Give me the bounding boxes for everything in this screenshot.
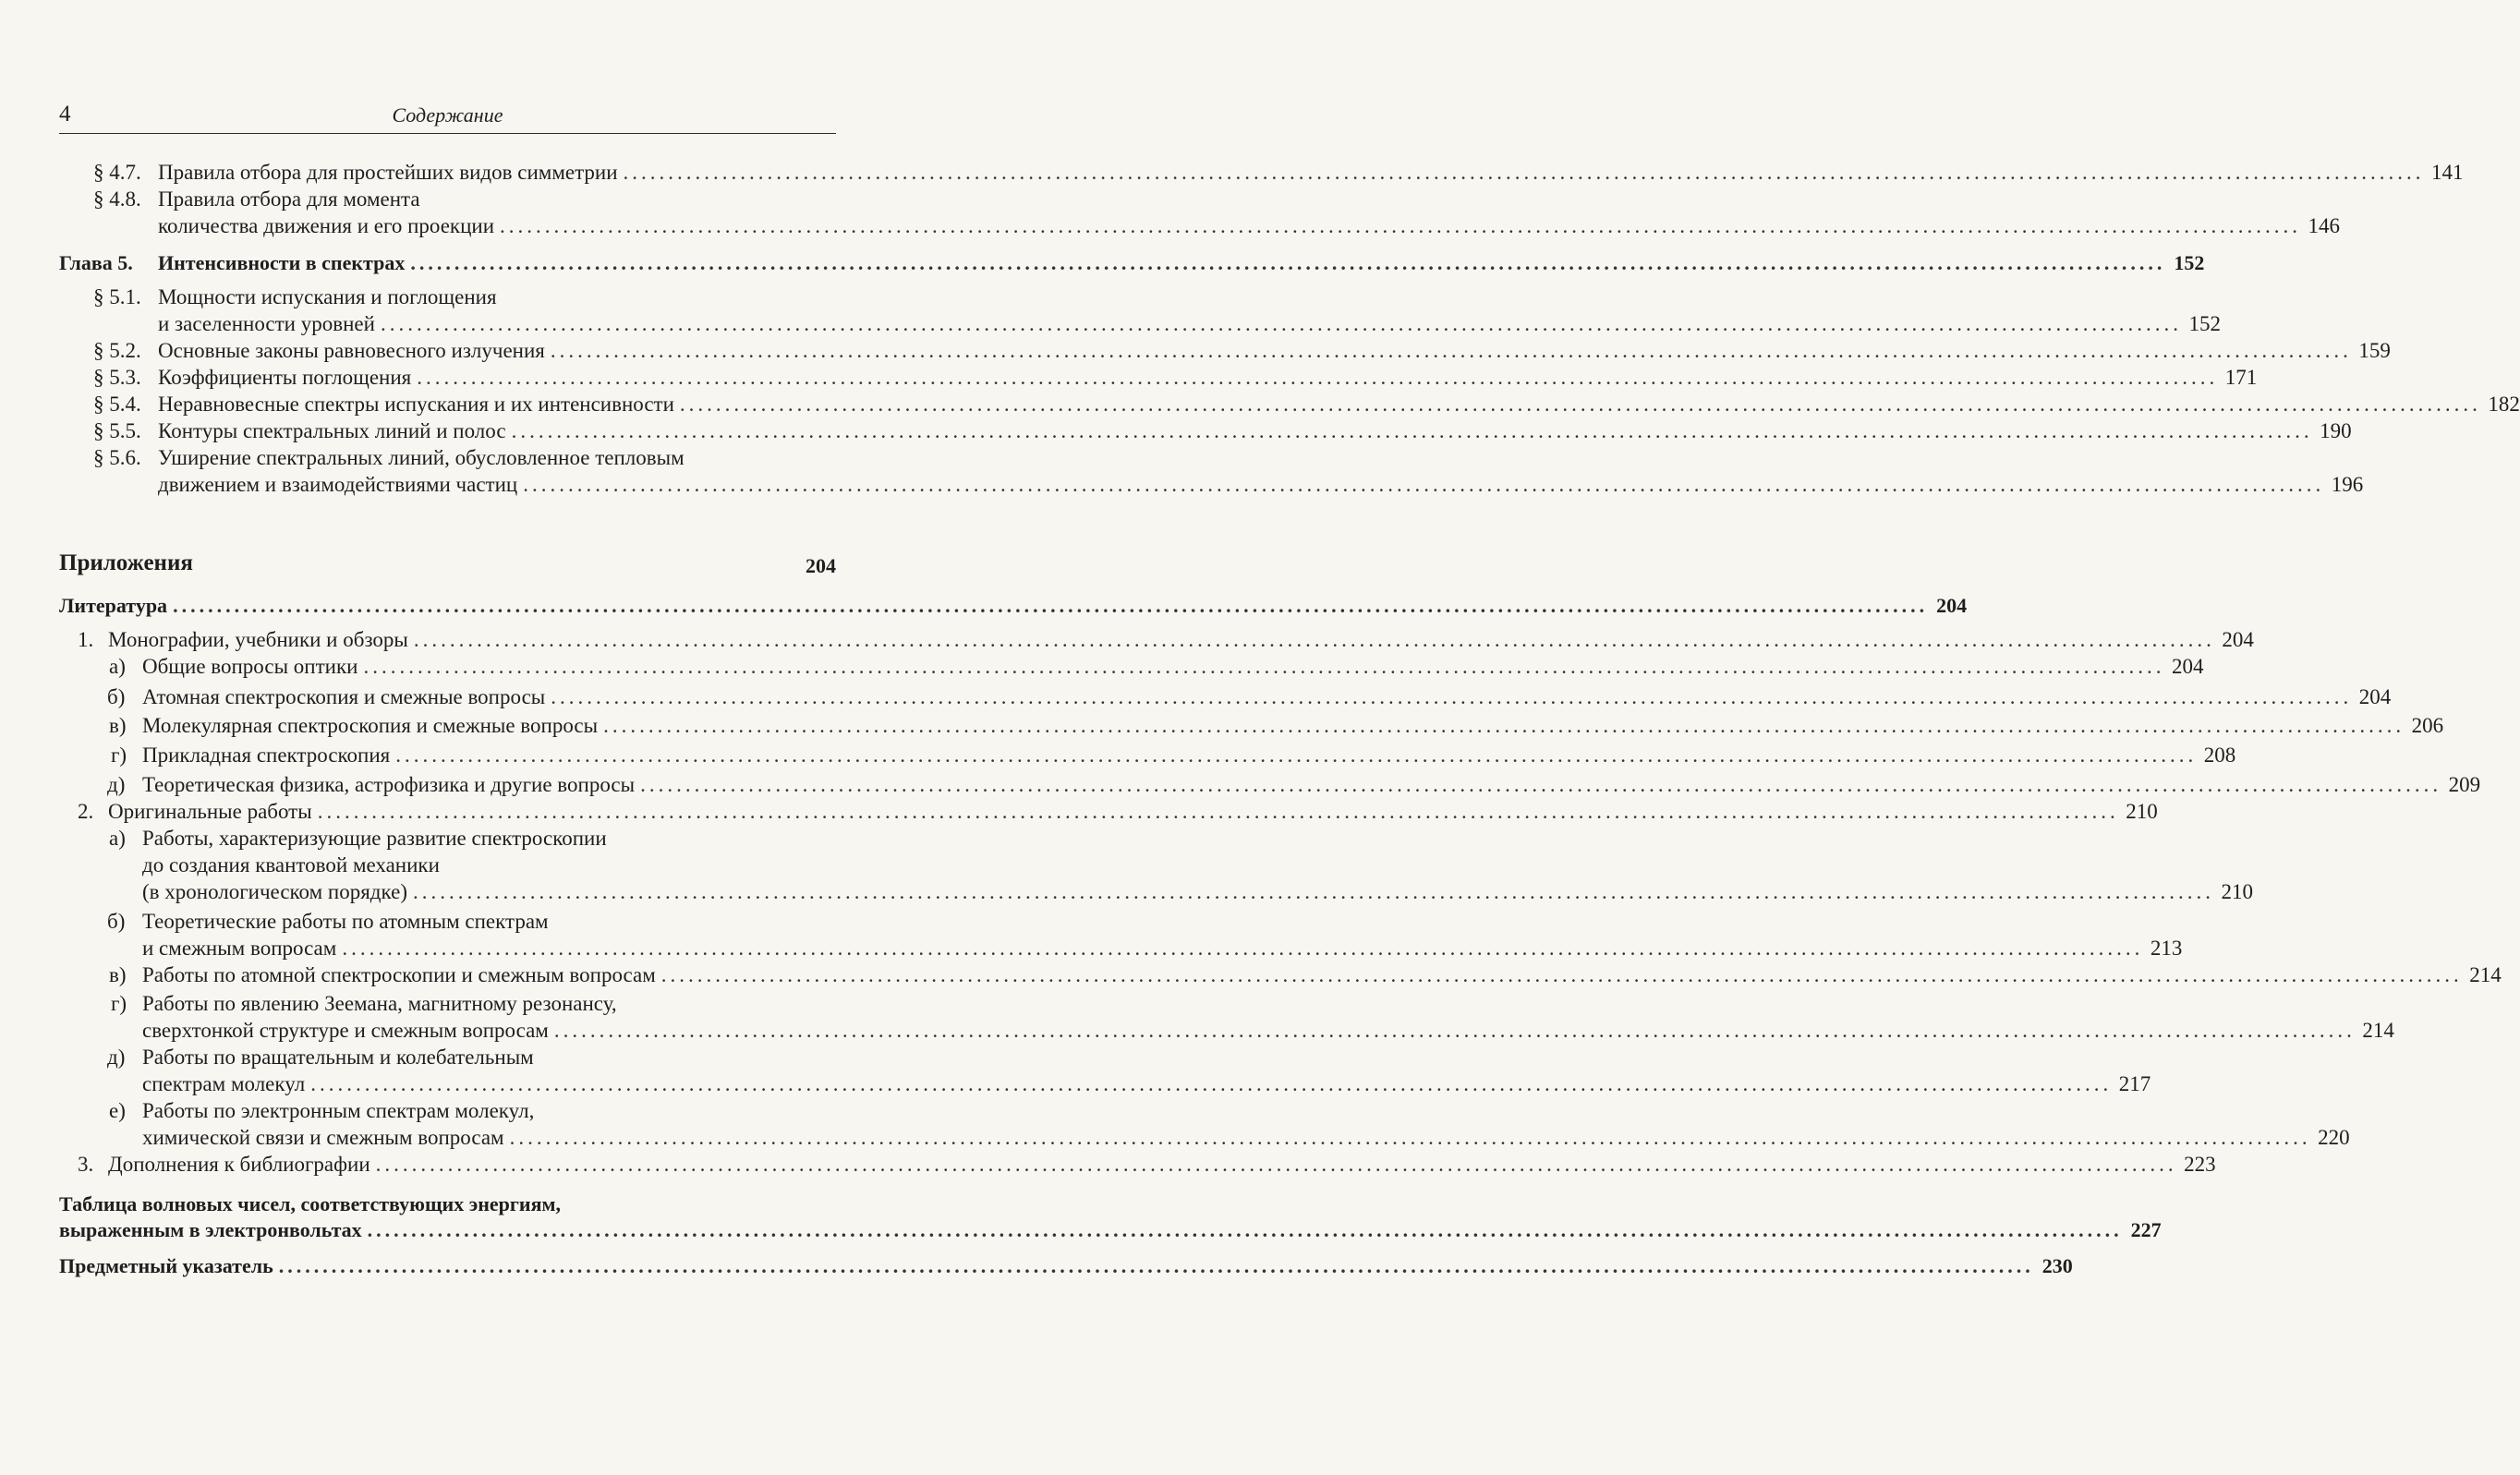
entry-title[interactable]: Работы, характеризующие развитие спектроскопии: [142, 827, 607, 850]
entry-page: 159: [2358, 339, 2391, 362]
dot-leader: ........................................................................................................................................................................................................: [500, 214, 2302, 237]
dot-leader: ........................................................................................................................................................................................................: [603, 714, 2405, 737]
toc-entry[interactable]: [158, 213, 2341, 239]
entry-letter: г): [111, 744, 127, 767]
entry-letter: в): [109, 963, 127, 986]
dot-leader: ........................................................................................................................................................................................................: [342, 937, 2144, 960]
entry-page: 217: [2118, 1072, 2151, 1095]
toc-entry[interactable]: [142, 1071, 2151, 1097]
toc-entry[interactable]: [107, 772, 2481, 798]
entry-page: 210: [2221, 880, 2253, 903]
toc-entry[interactable]: [78, 627, 2254, 653]
toc-entry[interactable]: [59, 593, 1968, 619]
dot-leader: ........................................................................................................................................................................................................: [623, 161, 2425, 184]
dot-leader: ........................................................................................................................................................................................................: [310, 1072, 2113, 1095]
entry-letter: в): [109, 714, 127, 737]
entry-title: Работы по атомной спектроскопии и смежным вопросам: [142, 963, 656, 986]
entry-title-cont: спектрам молекул: [142, 1072, 306, 1095]
chapter-number: Глава 5.: [59, 251, 133, 274]
section-title: Приложения: [59, 550, 193, 575]
entry-page: 152: [2174, 251, 2205, 274]
entry-number: 3.: [78, 1153, 94, 1176]
toc-entry[interactable]: [93, 160, 2464, 186]
toc-entry[interactable]: [93, 418, 2352, 444]
toc-entry[interactable]: [158, 311, 2221, 337]
entry-title[interactable]: Работы по электронным спектрам молекул,: [142, 1099, 535, 1122]
entry-number: 2.: [78, 800, 94, 823]
entry-page: 214: [2469, 963, 2502, 986]
toc-entry[interactable]: [142, 936, 2183, 961]
toc-entry[interactable]: [142, 1125, 2350, 1151]
entry-page: 227: [2130, 1218, 2162, 1241]
toc-entry[interactable]: [59, 1217, 2162, 1243]
entry-title: Атомная спектроскопия и смежные вопросы: [142, 685, 546, 708]
entry-title[interactable]: Теоретические работы по атомным спектрам: [142, 910, 549, 933]
entry-title-cont: движением и взаимодействиями частиц: [158, 473, 518, 496]
entry-letter: д): [107, 773, 126, 796]
entry-title-cont: количества движения и его проекции: [158, 214, 495, 237]
toc-entry[interactable]: [109, 713, 2444, 739]
dot-leader: ........................................................................................................................................................................................................: [367, 1218, 2123, 1241]
entry-title-cont: до создания квантовой механики: [142, 853, 440, 877]
toc-entry[interactable]: [78, 799, 2158, 825]
entry-title[interactable]: Уширение спектральных линий, обусловленное тепловым: [158, 446, 685, 469]
entry-title[interactable]: Правила отбора для момента: [158, 187, 420, 211]
entry-letter: б): [107, 685, 126, 708]
entry-title[interactable]: Работы по явлению Зеемана, магнитному резонансу,: [142, 992, 617, 1015]
dot-leader: ........................................................................................................................................................................................................: [550, 339, 2352, 362]
entry-letter: б): [107, 910, 126, 933]
dot-leader: ........................................................................................................................................................................................................: [412, 880, 2214, 903]
dot-leader: ........................................................................................................................................................................................................: [509, 1126, 2311, 1149]
entry-title: Общие вопросы оптики: [142, 655, 358, 678]
entry-title[interactable]: Мощности испускания и поглощения: [158, 285, 497, 308]
entry-title: Оригинальные работы: [108, 800, 312, 823]
dot-leader: ........................................................................................................................................................................................................: [410, 251, 2166, 274]
entry-page: 213: [2150, 937, 2183, 960]
entry-title-cont: и смежным вопросам: [142, 937, 337, 960]
entry-title: Неравновесные спектры испускания и их интенсивности: [158, 393, 674, 416]
dot-leader: ........................................................................................................................................................................................................: [511, 419, 2313, 442]
entry-title: Дополнения к библиографии: [108, 1153, 370, 1176]
entry-page: 214: [2362, 1019, 2394, 1042]
toc-entry[interactable]: [93, 392, 2520, 417]
entry-number: § 5.5.: [93, 419, 141, 442]
dot-leader: ........................................................................................................................................................................................................: [317, 800, 2119, 823]
dot-leader: ........................................................................................................................................................................................................: [413, 628, 2215, 651]
entry-page: 190: [2320, 419, 2352, 442]
entry-page: 171: [2224, 366, 2258, 389]
dot-leader: ........................................................................................................................................................................................................: [395, 744, 2198, 767]
dot-leader: ........................................................................................................................................................................................................: [278, 1254, 2034, 1277]
chapter-title: Интенсивности в спектрах: [158, 251, 406, 274]
entry-letter: д): [107, 1046, 126, 1069]
entry-title: Теоретическая физика, астрофизика и другие вопросы: [142, 773, 636, 796]
dot-leader: ........................................................................................................................................................................................................: [660, 963, 2463, 986]
entry-page: 204: [2171, 655, 2204, 678]
entry-page: 141: [2431, 161, 2464, 184]
entry-title-cont: и заселенности уровней: [158, 312, 375, 335]
entry-title[interactable]: Работы по вращательным и колебательным: [142, 1046, 534, 1069]
dot-leader: ........................................................................................................................................................................................................: [363, 655, 2165, 678]
entry-page: 204: [2222, 628, 2254, 651]
entry-page: 208: [2203, 744, 2236, 767]
entry-page: 210: [2126, 800, 2158, 823]
dot-leader: ........................................................................................................................................................................................................: [417, 366, 2219, 389]
dot-leader: ........................................................................................................................................................................................................: [375, 1153, 2177, 1176]
entry-title: Литература: [59, 594, 168, 617]
entry-page: 223: [2184, 1153, 2216, 1176]
entry-number: 1.: [78, 628, 94, 651]
entry-page: 196: [2331, 473, 2364, 496]
entry-page: 209: [2448, 773, 2481, 796]
toc-entry[interactable]: [59, 1253, 2073, 1279]
entry-title: Предметный указатель: [59, 1254, 273, 1277]
dot-leader: ........................................................................................................................................................................................................: [640, 773, 2442, 796]
toc-entry[interactable]: [111, 743, 2236, 768]
entry-title: Прикладная спектроскопия: [142, 744, 391, 767]
dot-leader: ........................................................................................................................................................................................................: [679, 393, 2481, 416]
toc-entry[interactable]: [78, 1152, 2216, 1178]
entry-number: § 5.1.: [93, 285, 141, 308]
entry-number: § 5.4.: [93, 393, 141, 416]
dot-leader: ........................................................................................................................................................................................................: [553, 1019, 2356, 1042]
entry-letter: а): [109, 827, 126, 850]
entry-title-cont: (в хронологическом порядке): [142, 880, 407, 903]
toc-entry[interactable]: [93, 365, 2258, 391]
dot-leader: ........................................................................................................................................................................................................: [380, 312, 2182, 335]
entry-page: 146: [2308, 214, 2341, 237]
chapter-entry[interactable]: [59, 250, 2205, 276]
toc-entry[interactable]: [142, 1018, 2394, 1044]
entry-page: 204: [1936, 594, 1968, 617]
entry-title: Монографии, учебники и обзоры: [108, 628, 408, 651]
toc-entry[interactable]: [93, 338, 2391, 364]
entry-title-cont: химической связи и смежным вопросам: [142, 1126, 504, 1149]
toc-entry[interactable]: [142, 879, 2253, 905]
entry-title-cont: сверхтонкой структуре и смежным вопросам: [142, 1019, 549, 1042]
page-header: [59, 96, 836, 134]
entry-page: 204: [806, 554, 836, 577]
toc-entry[interactable]: [109, 654, 2204, 680]
entry-title: Правила отбора для простейших видов симметрии: [158, 161, 618, 184]
entry-number: § 4.8.: [93, 187, 141, 211]
entry-page: 204: [2358, 685, 2392, 708]
entry-page: 182: [2488, 393, 2520, 416]
entry-letter: а): [109, 655, 126, 678]
entry-letter: г): [111, 992, 127, 1015]
toc-entry[interactable]: [107, 684, 2392, 710]
entry-title: Коэффициенты поглощения: [158, 366, 412, 389]
entry-title-cont: выраженным в электронвольтах: [59, 1218, 362, 1241]
toc-entry[interactable]: [158, 472, 2364, 498]
entry-page: 152: [2188, 312, 2221, 335]
entry-number: § 5.3.: [93, 366, 141, 389]
entry-number: § 5.2.: [93, 339, 141, 362]
dot-leader: ........................................................................................................................................................................................................: [551, 685, 2353, 708]
entry-title: Контуры спектральных линий и полос: [158, 419, 506, 442]
entry-number: § 5.6.: [93, 446, 141, 469]
section-heading[interactable]: [59, 550, 836, 578]
dot-leader: ........................................................................................................................................................................................................: [173, 594, 1929, 617]
entry-page: 230: [2041, 1254, 2073, 1277]
entry-page: 206: [2411, 714, 2444, 737]
entry-page: 220: [2318, 1126, 2350, 1149]
running-title: Содержание: [392, 103, 503, 127]
entry-title: Основные законы равновесного излучения: [158, 339, 545, 362]
entry-letter: е): [109, 1099, 126, 1122]
page-number: 4: [59, 102, 71, 127]
entry-title: Молекулярная спектроскопия и смежные вопросы: [142, 714, 599, 737]
dot-leader: ........................................................................................................................................................................................................: [523, 473, 2325, 496]
toc-entry[interactable]: [109, 962, 2502, 988]
entry-number: § 4.7.: [93, 161, 141, 184]
entry-title[interactable]: Таблица волновых чисел, соответствующих энергиям,: [59, 1192, 561, 1215]
